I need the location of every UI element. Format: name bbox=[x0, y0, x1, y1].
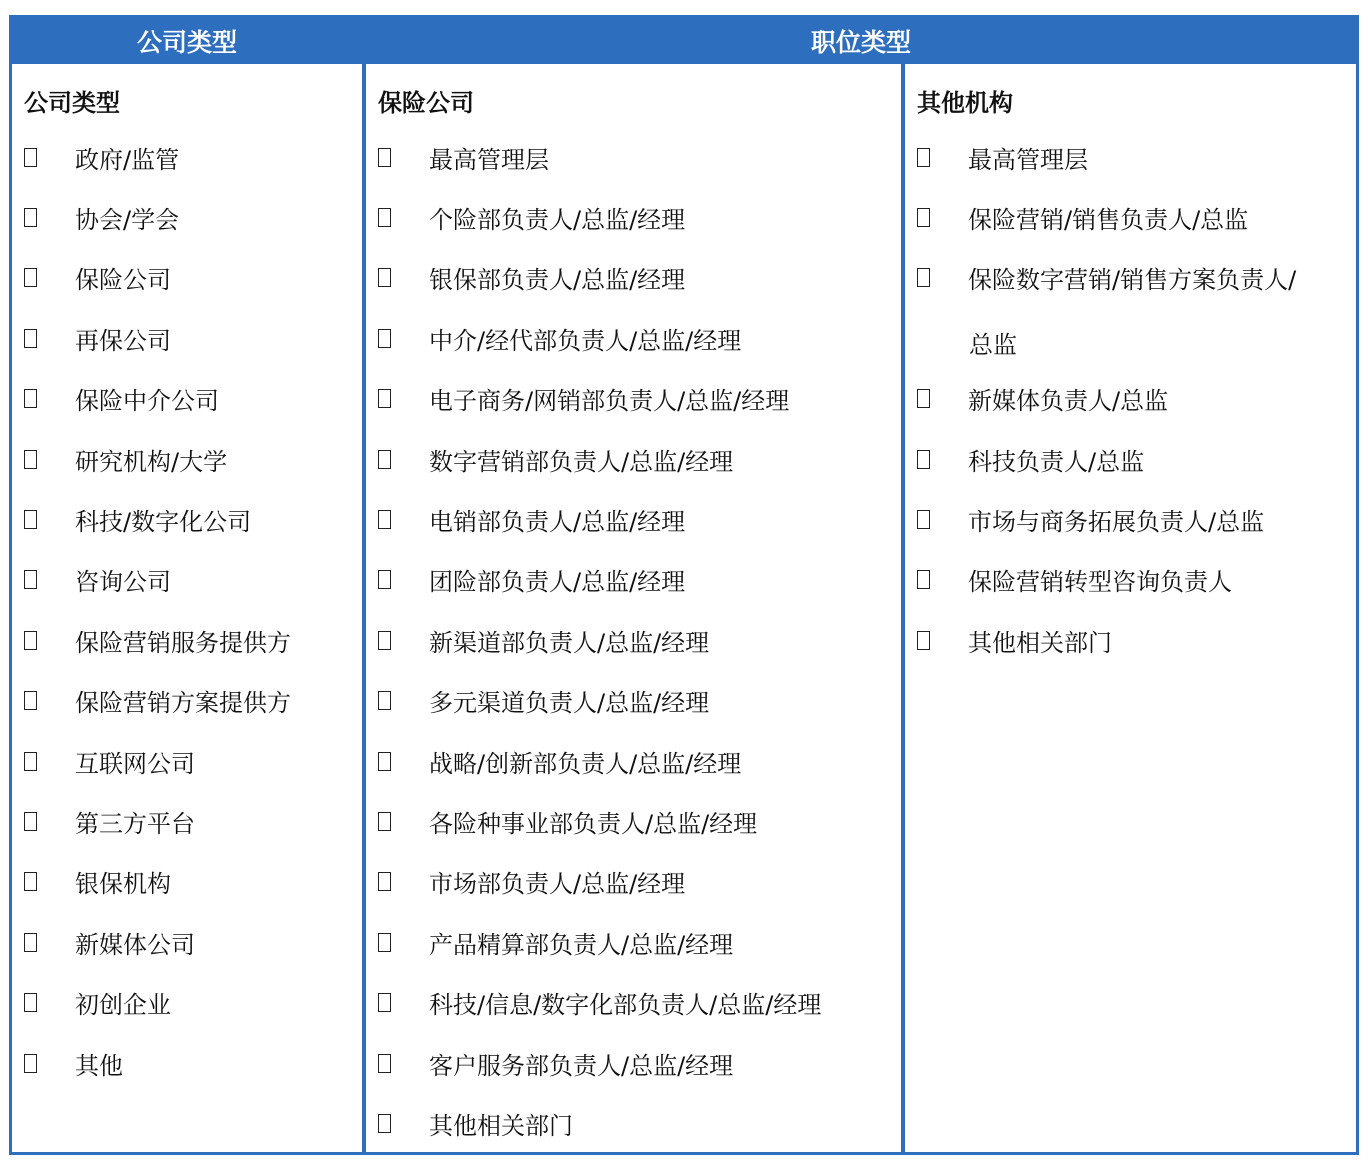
checkbox[interactable] bbox=[24, 1054, 37, 1073]
checkbox[interactable] bbox=[917, 389, 930, 408]
list-item[interactable] bbox=[917, 565, 1232, 595]
list-item[interactable] bbox=[24, 746, 195, 776]
list-item-label: 银保机构 bbox=[75, 870, 171, 899]
checkbox[interactable] bbox=[24, 268, 37, 287]
list-item[interactable] bbox=[24, 142, 179, 172]
checkbox[interactable] bbox=[378, 631, 391, 650]
checkbox[interactable] bbox=[24, 570, 37, 589]
list-item[interactable] bbox=[917, 384, 1168, 414]
checkbox[interactable] bbox=[378, 872, 391, 891]
list-item-label: 新渠道部负责人/总监/经理 bbox=[429, 628, 710, 657]
list-item[interactable] bbox=[378, 927, 733, 957]
header-company-type: 公司类型 bbox=[12, 18, 362, 64]
checkbox[interactable] bbox=[917, 631, 930, 650]
column-title: 保险公司 bbox=[378, 89, 474, 117]
checkbox[interactable] bbox=[24, 872, 37, 891]
checkbox[interactable] bbox=[378, 691, 391, 710]
list-item-label: 保险营销转型咨询负责人 bbox=[968, 568, 1232, 597]
list-item-label: 第三方平台 bbox=[75, 809, 195, 838]
checkbox[interactable] bbox=[378, 812, 391, 831]
column-divider bbox=[901, 64, 905, 1152]
checkbox[interactable] bbox=[378, 329, 391, 348]
checkbox[interactable] bbox=[378, 208, 391, 227]
list-item-label: 其他相关部门 bbox=[429, 1111, 573, 1140]
checkbox[interactable] bbox=[378, 1114, 391, 1133]
list-item[interactable] bbox=[917, 202, 1248, 232]
checkbox[interactable] bbox=[24, 148, 37, 167]
list-item-label: 科技负责人/总监 bbox=[968, 447, 1145, 476]
checkbox[interactable] bbox=[24, 329, 37, 348]
checkbox[interactable] bbox=[378, 148, 391, 167]
list-item-label: 新媒体公司 bbox=[75, 930, 195, 959]
list-item-label: 保险营销/销售负责人/总监 bbox=[968, 205, 1249, 234]
list-item[interactable] bbox=[24, 927, 195, 957]
list-item-label: 科技/信息/数字化部负责人/总监/经理 bbox=[429, 991, 822, 1020]
list-item[interactable] bbox=[378, 1108, 573, 1138]
list-item-label: 市场与商务拓展负责人/总监 bbox=[968, 507, 1265, 536]
list-item[interactable] bbox=[24, 565, 171, 595]
list-item-label: 保险中介公司 bbox=[75, 387, 219, 416]
list-item[interactable] bbox=[917, 625, 1112, 655]
list-item-label: 再保公司 bbox=[75, 326, 171, 355]
list-item-label: 市场部负责人/总监/经理 bbox=[429, 870, 686, 899]
list-item[interactable] bbox=[378, 625, 709, 655]
list-item[interactable] bbox=[24, 686, 291, 716]
list-item-label: 产品精算部负责人/总监/经理 bbox=[429, 930, 734, 959]
list-item[interactable] bbox=[24, 625, 291, 655]
checkbox[interactable] bbox=[24, 993, 37, 1012]
list-item[interactable] bbox=[378, 263, 685, 293]
column-title: 其他机构 bbox=[917, 89, 1013, 117]
list-item-label: 其他相关部门 bbox=[968, 628, 1112, 657]
list-item[interactable] bbox=[378, 323, 741, 353]
list-item[interactable] bbox=[917, 504, 1264, 534]
column-title: 公司类型 bbox=[24, 89, 120, 117]
list-item-label: 研究机构/大学 bbox=[75, 447, 228, 476]
list-item[interactable] bbox=[378, 142, 549, 172]
list-item-label: 保险公司 bbox=[75, 266, 171, 295]
header-position-type: 职位类型 bbox=[366, 18, 1356, 64]
list-item-label: 银保部负责人/总监/经理 bbox=[429, 266, 686, 295]
list-item-label: 保险营销服务提供方 bbox=[75, 628, 291, 657]
list-item-label: 数字营销部负责人/总监/经理 bbox=[429, 447, 734, 476]
list-item[interactable] bbox=[378, 202, 685, 232]
list-item-label: 各险种事业部负责人/总监/经理 bbox=[429, 809, 758, 838]
checkbox[interactable] bbox=[917, 570, 930, 589]
list-item[interactable] bbox=[24, 806, 195, 836]
list-item[interactable] bbox=[24, 263, 171, 293]
category-table bbox=[9, 15, 1359, 1155]
list-item[interactable] bbox=[378, 444, 733, 474]
list-item-label: 科技/数字化公司 bbox=[75, 507, 252, 536]
checkbox[interactable] bbox=[378, 752, 391, 771]
list-item-label: 中介/经代部负责人/总监/经理 bbox=[429, 326, 742, 355]
checkbox[interactable] bbox=[917, 268, 930, 287]
checkbox[interactable] bbox=[378, 570, 391, 589]
list-item[interactable] bbox=[24, 444, 227, 474]
list-item[interactable] bbox=[24, 988, 171, 1018]
list-item[interactable] bbox=[378, 1048, 733, 1078]
checkbox[interactable] bbox=[378, 510, 391, 529]
list-item[interactable] bbox=[378, 384, 789, 414]
list-item[interactable] bbox=[917, 444, 1144, 474]
checkbox[interactable] bbox=[24, 812, 37, 831]
list-item[interactable] bbox=[917, 263, 1296, 293]
list-item[interactable] bbox=[378, 565, 685, 595]
list-item[interactable] bbox=[378, 686, 709, 716]
list-item-label: 保险营销方案提供方 bbox=[75, 689, 291, 718]
checkbox[interactable] bbox=[24, 752, 37, 771]
checkbox[interactable] bbox=[917, 208, 930, 227]
list-item[interactable] bbox=[24, 323, 171, 353]
list-item-label: 其他 bbox=[75, 1051, 123, 1080]
list-item-label: 电子商务/网销部负责人/总监/经理 bbox=[429, 387, 790, 416]
checkbox[interactable] bbox=[378, 450, 391, 469]
list-item[interactable] bbox=[24, 384, 219, 414]
list-item[interactable] bbox=[378, 988, 821, 1018]
list-item-label: 保险数字营销/销售方案负责人/ bbox=[968, 266, 1297, 295]
checkbox[interactable] bbox=[24, 389, 37, 408]
list-item[interactable] bbox=[24, 1048, 123, 1078]
list-item-label: 最高管理层 bbox=[968, 145, 1088, 174]
checkbox[interactable] bbox=[917, 510, 930, 529]
list-item-label: 客户服务部负责人/总监/经理 bbox=[429, 1051, 734, 1080]
list-item-label: 个险部负责人/总监/经理 bbox=[429, 205, 686, 234]
list-item-label: 多元渠道负责人/总监/经理 bbox=[429, 689, 710, 718]
checkbox[interactable] bbox=[378, 389, 391, 408]
list-item[interactable] bbox=[378, 504, 685, 534]
list-item[interactable] bbox=[917, 142, 1088, 172]
list-item[interactable] bbox=[24, 867, 171, 897]
list-item[interactable] bbox=[24, 202, 179, 232]
list-item[interactable] bbox=[378, 867, 685, 897]
checkbox[interactable] bbox=[378, 933, 391, 952]
list-item-label: 互联网公司 bbox=[75, 749, 195, 778]
checkbox[interactable] bbox=[917, 148, 930, 167]
checkbox[interactable] bbox=[378, 268, 391, 287]
list-item-label: 新媒体负责人/总监 bbox=[968, 387, 1169, 416]
list-item-label: 最高管理层 bbox=[429, 145, 549, 174]
list-item[interactable] bbox=[378, 806, 757, 836]
checkbox[interactable] bbox=[24, 691, 37, 710]
list-item-label: 战略/创新部负责人/总监/经理 bbox=[429, 749, 742, 778]
list-item-label: 协会/学会 bbox=[75, 205, 180, 234]
list-item-label: 咨询公司 bbox=[75, 568, 171, 597]
checkbox[interactable] bbox=[378, 993, 391, 1012]
checkbox[interactable] bbox=[24, 208, 37, 227]
checkbox[interactable] bbox=[24, 510, 37, 529]
checkbox[interactable] bbox=[24, 933, 37, 952]
list-item-label: 电销部负责人/总监/经理 bbox=[429, 507, 686, 536]
column-divider bbox=[362, 18, 366, 1152]
list-item[interactable] bbox=[24, 504, 251, 534]
list-item-continuation: 总监 bbox=[969, 331, 1017, 360]
checkbox[interactable] bbox=[24, 450, 37, 469]
list-item-label: 政府/监管 bbox=[75, 145, 180, 174]
checkbox[interactable] bbox=[917, 450, 930, 469]
list-item-label: 团险部负责人/总监/经理 bbox=[429, 568, 686, 597]
list-item-label: 初创企业 bbox=[75, 991, 171, 1020]
checkbox[interactable] bbox=[378, 1054, 391, 1073]
list-item[interactable] bbox=[378, 746, 741, 776]
checkbox[interactable] bbox=[24, 631, 37, 650]
